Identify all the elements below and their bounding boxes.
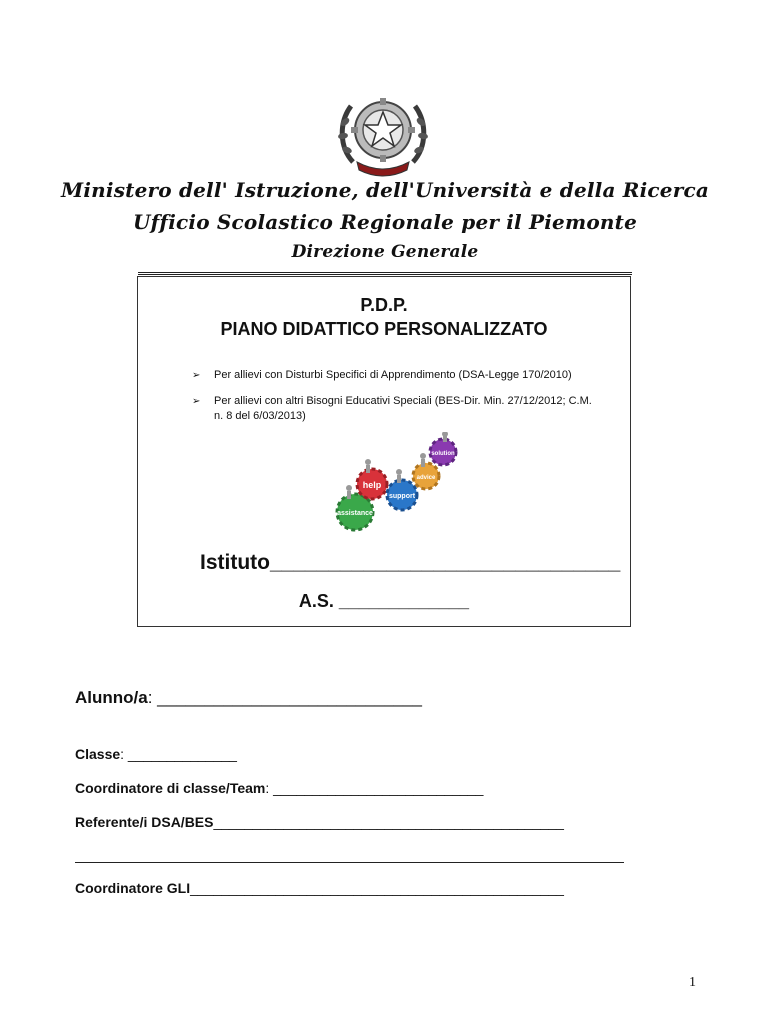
coordinatore-line[interactable]: : ___________________________ [265,780,484,796]
classe-label: Classe [75,746,121,762]
coordinatore-gli-field[interactable] [75,880,564,896]
coordinatore-gli-label: Coordinatore GLI [75,880,191,896]
gear-support [387,480,417,510]
gear-advice [413,463,439,489]
alunno-field[interactable] [75,688,422,708]
gear-label-assistance: assistance [337,510,373,517]
direction-header: Direzione Generale [291,242,479,262]
ministry-header: Ministero dell' Istruzione, dell'Università e della Ricerca [61,178,709,202]
gear-label-advice: advice [416,475,436,481]
referente-label: Referente/i DSA/BES [75,814,214,830]
pdp-subtitle: PIANO DIDATTICO PERSONALIZZATO [220,319,548,339]
header-divider-2 [138,274,632,275]
gear-label-solution: solution [431,451,455,457]
bullet-bes-text: Per allievi con altri Bisogni Educativi Speciali (BES-Dir. Min. 27/12/2012; C.M. n. 8 del 6/03/2013) [214,395,592,422]
istituto-field[interactable]: Istituto______________________________ [200,551,621,574]
blank-line[interactable] [75,862,624,863]
anno-scolastico-field[interactable]: A.S. _____________ [298,591,470,611]
coordinatore-field[interactable] [75,780,483,796]
classe-line[interactable]: : ______________ [120,746,237,762]
referente-line[interactable]: _____________________________________________ [213,814,564,830]
page-number: 1 [689,975,696,990]
coordinatore-gli-line[interactable]: ________________________________________________ [190,880,564,896]
arrow-bullet-icon: ➢ [192,370,201,381]
arrow-bullet-icon: ➢ [192,396,201,407]
referente-field[interactable] [75,814,564,830]
regional-office-header: Ufficio Scolastico Regionale per il Piemonte [132,210,637,234]
header-divider [138,272,632,273]
cover-box [137,276,631,627]
gear-help [357,469,387,499]
coordinatore-label: Coordinatore di classe/Team [75,780,266,796]
classe-field[interactable] [75,746,237,762]
emblem-italian-republic-icon [333,92,433,180]
gear-solution [430,439,456,465]
alunno-label: Alunno/a [75,688,148,707]
pdp-title: P.D.P. [360,295,408,315]
gear-label-support: support [388,493,416,500]
gears-illustration-icon [335,432,465,536]
bullet-dsa-text: Per allievi con Disturbi Specifici di Apprendimento (DSA-Legge 170/2010) [214,369,572,381]
gear-assistance [337,494,373,530]
gear-label-help: help [362,480,382,490]
alunno-line[interactable]: : ____________________________ [147,688,422,707]
